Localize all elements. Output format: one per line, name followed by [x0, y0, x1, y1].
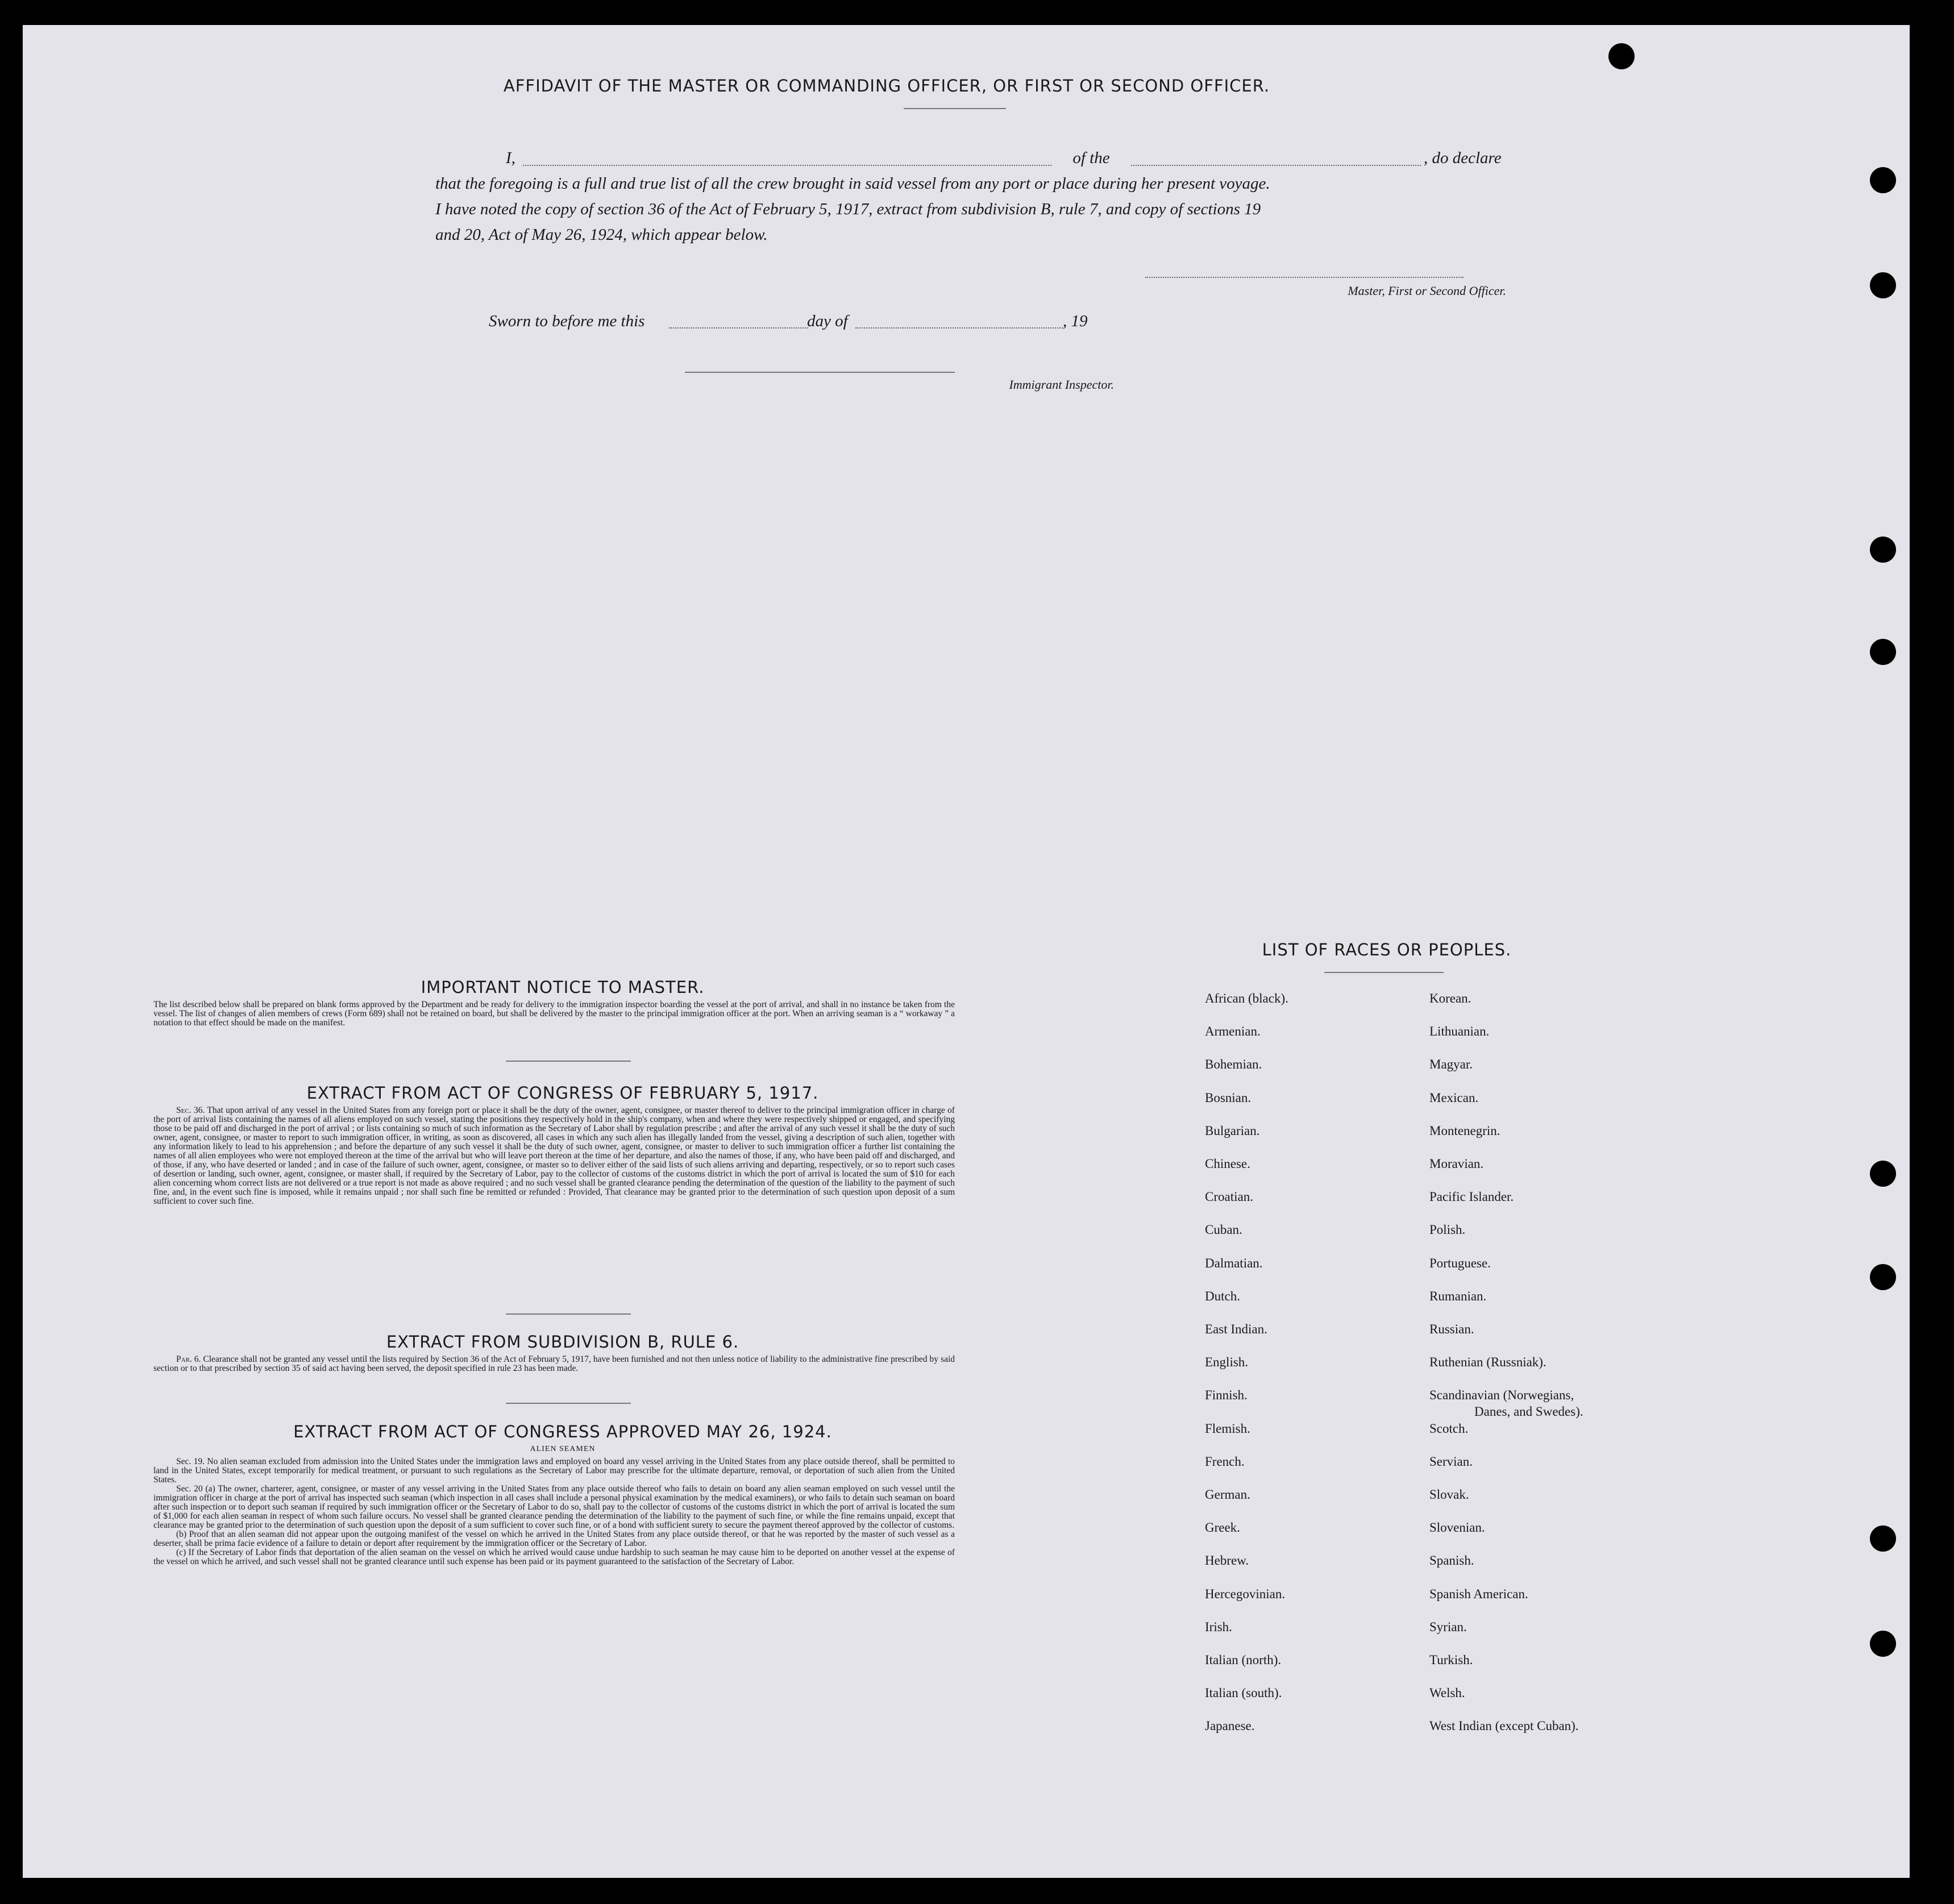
- race-left-item: French.: [1205, 1454, 1245, 1469]
- race-left-item: African (black).: [1205, 991, 1288, 1005]
- race-left-item: Dalmatian.: [1205, 1256, 1263, 1270]
- alien-seamen-subtitle: ALIEN SEAMEN: [530, 1445, 596, 1453]
- section-label: Sec. 36.: [176, 1105, 205, 1115]
- race-right-item: Spanish American.: [1429, 1586, 1528, 1601]
- race-left-item: Armenian.: [1205, 1024, 1261, 1039]
- race-scandinavian-continued: Danes, and Swedes).: [1474, 1404, 1583, 1419]
- race-right-item: Korean.: [1429, 991, 1471, 1005]
- race-right-item: Portuguese.: [1429, 1256, 1491, 1270]
- race-right-item: Russian.: [1429, 1322, 1474, 1336]
- affidavit-line3: I have noted the copy of section 36 of the Act of February 5, 1917, extract from subdivision B, rule 7, and copy of sections 19: [435, 200, 1261, 218]
- extract-1924-title: EXTRACT FROM ACT OF CONGRESS APPROVED MAY 26, 1924.: [293, 1422, 832, 1441]
- races-title: LIST OF RACES OR PEOPLES.: [1262, 940, 1512, 959]
- race-left-item: English.: [1205, 1355, 1249, 1370]
- month-blank[interactable]: [855, 327, 1063, 329]
- subdivision-title: EXTRACT FROM SUBDIVISION B, RULE 6.: [386, 1332, 739, 1352]
- inspector-label: Immigrant Inspector.: [1009, 377, 1114, 392]
- extract-1924-body: [153, 1457, 955, 1566]
- race-left-item: Bohemian.: [1205, 1057, 1262, 1072]
- master-signature-line[interactable]: [1145, 277, 1464, 278]
- notice-title: IMPORTANT NOTICE TO MASTER.: [421, 978, 705, 997]
- divider: [1324, 972, 1444, 973]
- punch-hole: [1870, 1631, 1896, 1657]
- punch-hole: [1608, 43, 1635, 69]
- race-right-item: Slovenian.: [1429, 1520, 1485, 1535]
- sec20c-text: (c) If the Secretary of Labor finds that deportation of the alien seaman on the vessel on which he arrived would cause undue hardship to such seaman he may cause him to be deported on another vessel at the expense of the vessel on which he arrived, and such vessel shall not be granted clearance until such expense has been paid or its payment guaranteed to the satisfaction of the Secretary of Labor.: [153, 1548, 955, 1566]
- affidavit-title: AFFIDAVIT OF THE MASTER OR COMMANDING OFFICER, OR FIRST OR SECOND OFFICER.: [503, 76, 1270, 95]
- race-right-item: Lithuanian.: [1429, 1024, 1490, 1039]
- inspector-signature-line[interactable]: [685, 372, 955, 373]
- race-left-item: Japanese.: [1205, 1719, 1255, 1733]
- day-of-text: day of: [807, 312, 848, 330]
- vessel-blank[interactable]: [1131, 165, 1421, 166]
- race-left-item: Bulgarian.: [1205, 1123, 1260, 1138]
- race-left-item: Italian (south).: [1205, 1686, 1282, 1701]
- par-label: Par. 6.: [176, 1354, 201, 1364]
- race-left-item: Finnish.: [1205, 1388, 1248, 1403]
- race-left-item: Greek.: [1205, 1520, 1240, 1535]
- race-right-item: Slovak.: [1429, 1487, 1469, 1502]
- race-right-item: West Indian (except Cuban).: [1429, 1719, 1579, 1733]
- race-left-item: Flemish.: [1205, 1421, 1250, 1436]
- divider: [506, 1061, 631, 1062]
- punch-hole: [1870, 272, 1896, 298]
- race-right-item: Pacific Islander.: [1429, 1190, 1514, 1204]
- punch-hole: [1870, 1264, 1896, 1290]
- punch-hole: [1870, 1525, 1896, 1552]
- affidavit-line1-i: I,: [506, 149, 515, 167]
- race-left-item: Hebrew.: [1205, 1553, 1249, 1568]
- race-right-item: Moravian.: [1429, 1157, 1484, 1171]
- race-right-item: Welsh.: [1429, 1686, 1465, 1701]
- year-text: , 19: [1063, 312, 1088, 330]
- race-left-item: Dutch.: [1205, 1288, 1240, 1303]
- master-label: Master, First or Second Officer.: [1348, 284, 1506, 298]
- punch-hole: [1870, 639, 1896, 665]
- subdivision-body: [153, 1355, 955, 1373]
- affidavit-line2: that the foregoing is a full and true list of all the crew brought in said vessel from any port or place during her present voyage.: [435, 174, 1270, 193]
- race-left-item: Croatian.: [1205, 1190, 1253, 1204]
- race-left-item: Irish.: [1205, 1619, 1232, 1634]
- section-text: That upon arrival of any vessel in the United States from any foreign port or place it shall be the duty of the owner, agent, consignee, or master thereof to deliver to the principal immigration officer in charge of the port of arrival lists containing the names of all aliens employed on such vessel, stating the positions they respectively hold in the ship's company, when and where they were respectively shipped or engaged, and specifying those to be paid off and discharged in the port of arrival ; or lists containing so much of such information as the Secretary of Labor shall by regulation prescribe ; and after the arrival of any such vessel it shall be the duty of such owner, agent, consignee, or master to report to such immigration officer, in writing, as soon as discovered, all cases in which any such alien has illegally landed from the vessel, giving a description of such alien, together with any information likely to lead to his apprehension ; and before the departure of any such vessel it shall be the duty of such owner, agent, consignee, or master to deliver to such immigration officer a further list containing the names of all alien employees who were not employed thereon at the time of the arrival but who will leave port thereon at the time of her departure, and also the names of those, if any, who have been paid off and discharged, and of those, if any, who have deserted or landed ; and in case of the failure of such owner, agent, consignee, or master so to deliver either of the said lists of such aliens arriving and departing, respectively, or so to report such cases of desertion or landing, such owner, agent, consignee, or master shall, if required by the Secretary of Labor, pay to the collector of customs of the customs district in which the port of arrival is located the sum of $10 for each alien concerning whom correct lists are not delivered or a true report is not made as above required ; and no such vessel shall be granted clearance pending the determination of the question of the liability to the payment of such fine, and, in the event such fine is imposed, while it remains unpaid ; nor shall such fine be remitted or refunded : Provided, That clearance may be granted prior to the determination of such question upon deposit of a sum sufficient to cover such fine.: [153, 1105, 955, 1206]
- day-blank[interactable]: [669, 327, 808, 329]
- race-left-item: Italian (north).: [1205, 1653, 1282, 1667]
- punch-hole: [1870, 1161, 1896, 1187]
- race-left-item: Bosnian.: [1205, 1090, 1252, 1105]
- punch-hole: [1870, 537, 1896, 563]
- sec20a-text: Sec. 20 (a) The owner, charterer, agent, consignee, or master of any vessel arriving in the United States from any place outside thereof who fails to detain on board any alien seaman employed on such vessel until the immigration officer in charge at the port of arrival has inspected such seaman (which inspection in all cases shall include a personal physical examination by the medical examiners), or who fails to detain such seaman on board after such inspection or to deport such seaman if required by such immigration officer or the Secretary of Labor to do so, shall pay to the collector of customs of the customs district in which the port of arrival is located the sum of $1,000 for each alien seaman in respect of whom such failure occurs. No vessel shall be granted clearance pending the determination of the liability to the payment of such fine, or while the fine remains unpaid, except that clearance may be granted prior to the determination of such question upon the deposit of a sum sufficient to cover such fine, or of a bond with sufficient surety to secure the payment thereof approved by the collector of customs.: [153, 1484, 955, 1530]
- race-right-item: Rumanian.: [1429, 1288, 1487, 1303]
- document-page: [23, 25, 1910, 1878]
- race-right-item: Mexican.: [1429, 1090, 1479, 1105]
- race-left-item: German.: [1205, 1487, 1250, 1502]
- extract-1917-body: [153, 1106, 955, 1206]
- race-left-item: Cuban.: [1205, 1223, 1242, 1237]
- race-right-item: Magyar.: [1429, 1057, 1473, 1072]
- extract-1917-title: EXTRACT FROM ACT OF CONGRESS OF FEBRUARY 5, 1917.: [306, 1083, 819, 1103]
- divider: [506, 1313, 631, 1315]
- affidavit-line1-of: of the: [1072, 149, 1110, 167]
- sec20b-text: (b) Proof that an alien seaman did not appear upon the outgoing manifest of the vessel on which he arrived in the United States from any place outside thereof, or that he was reported by the master of such vessel as a deserter, shall be prima facie evidence of a failure to detain or deport after requirement by the immigration officer or the Secretary of Labor.: [153, 1529, 955, 1548]
- race-right-item: Turkish.: [1429, 1653, 1473, 1667]
- race-right-item: Montenegrin.: [1429, 1123, 1500, 1138]
- race-right-item: Scotch.: [1429, 1421, 1469, 1436]
- race-right-item: Ruthenian (Russniak).: [1429, 1355, 1546, 1370]
- affidavit-line4: and 20, Act of May 26, 1924, which appear below.: [435, 226, 768, 244]
- race-right-item: Spanish.: [1429, 1553, 1474, 1568]
- race-right-item: Syrian.: [1429, 1619, 1467, 1634]
- sworn-text: Sworn to before me this: [489, 312, 645, 330]
- par-text: Clearance shall not be granted any vessel until the lists required by Section 36 of the Act of February 5, 1917, have been furnished and not then unless notice of liability to the administrative fine prescribed by said section or to that prescribed by section 35 of said act having been served, the deposit specified in rule 23 has been made.: [153, 1354, 955, 1373]
- notice-body: The list described below shall be prepared on blank forms approved by the Department and be ready for delivery to the immigration inspector boarding the vessel at the port of arrival, and shall in no instance be taken from the vessel. The list of changes of alien members of crews (Form 689) shall not be retained on board, but shall be delivered by the master to the principal immigration officer at the port. When an arriving seaman is a “ workaway ” a notation to that effect should be made on the manifest.: [153, 1000, 955, 1028]
- punch-hole: [1870, 167, 1896, 193]
- race-right-item: Scandinavian (Norwegians,: [1429, 1388, 1574, 1403]
- race-left-item: Chinese.: [1205, 1157, 1250, 1171]
- name-blank[interactable]: [523, 165, 1051, 166]
- divider: [904, 108, 1006, 109]
- race-left-item: Hercegovinian.: [1205, 1586, 1286, 1601]
- affidavit-line1-declare: , do declare: [1424, 149, 1502, 167]
- sec19-text: Sec. 19. No alien seaman excluded from admission into the United States under the immigration laws and employed on board any vessel arriving in the United States from any place outside thereof, shall be permitted to land in the United States, except temporarily for medical treatment, or pursuant to such regulations as the Secretary of Labor may prescribe for the ultimate departure, removal, or deportation of such alien from the United States.: [153, 1457, 955, 1485]
- race-right-item: Servian.: [1429, 1454, 1473, 1469]
- race-right-item: Polish.: [1429, 1223, 1466, 1237]
- divider: [506, 1403, 631, 1404]
- race-left-item: East Indian.: [1205, 1322, 1267, 1336]
